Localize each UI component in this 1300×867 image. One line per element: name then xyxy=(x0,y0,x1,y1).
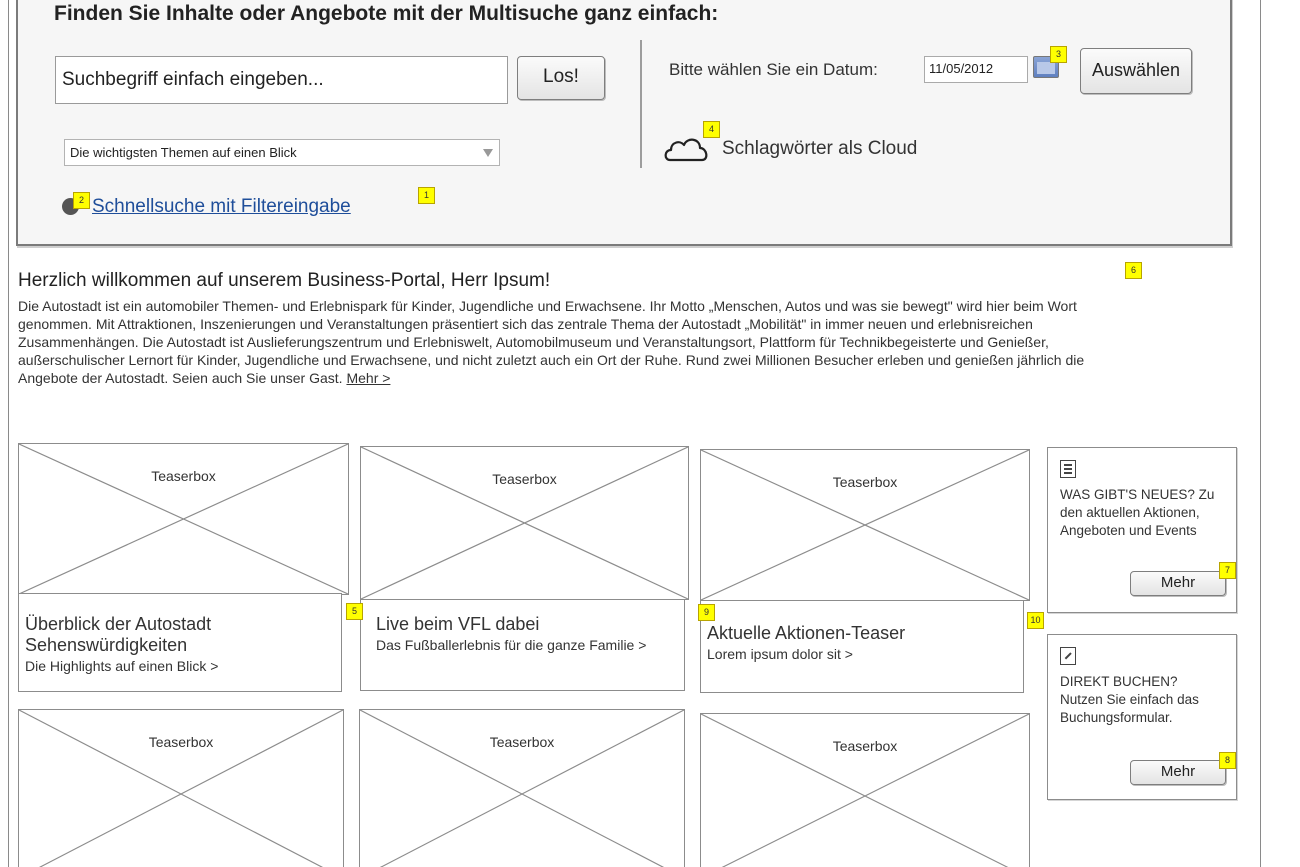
annotation-note: 10 xyxy=(1027,612,1044,629)
annotation-note: 5 xyxy=(346,603,363,620)
teaser-box[interactable] xyxy=(360,446,689,600)
caption-subtitle[interactable]: Die Highlights auf einen Blick > xyxy=(25,658,219,674)
booking-text: DIREKT BUCHEN? Nutzen Sie einfach das Buchungsformular. xyxy=(1060,674,1199,725)
annotation-note: 2 xyxy=(73,192,90,209)
welcome-more-link[interactable]: Mehr > xyxy=(346,370,391,386)
caption-title: Überblick der Autostadt Sehenswürdigkeiten xyxy=(25,614,212,655)
placeholder-cross xyxy=(701,714,1029,867)
teaser-caption[interactable] xyxy=(360,599,685,691)
multisearch-title: Finden Sie Inhalte oder Angebote mit der Multisuche ganz einfach: xyxy=(54,2,719,25)
welcome-title: Herzlich willkommen auf unserem Business-Portal, Herr Ipsum! xyxy=(18,270,551,291)
divider xyxy=(640,40,642,168)
annotation-note: 8 xyxy=(1219,752,1236,769)
teaser-box[interactable] xyxy=(18,709,344,867)
teaser-box[interactable] xyxy=(18,443,349,595)
teaser-label: Teaserbox xyxy=(832,474,898,490)
annotation-note: 4 xyxy=(703,121,720,138)
caption-subtitle[interactable]: Das Fußballerlebnis für die ganze Familie > xyxy=(376,637,647,653)
placeholder-cross xyxy=(361,447,688,599)
caption-title: Live beim VFL dabei xyxy=(376,614,540,634)
teaser-label: Teaserbox xyxy=(148,734,214,750)
caption-title: Aktuelle Aktionen-Teaser xyxy=(707,623,906,643)
topics-select-value: Die wichtigsten Themen auf einen Blick xyxy=(70,145,297,160)
teaser-label: Teaserbox xyxy=(151,468,216,484)
topics-select[interactable] xyxy=(64,139,500,166)
teaser-box[interactable] xyxy=(359,709,685,867)
select-date-button[interactable]: Auswählen xyxy=(1080,48,1192,94)
news-more-button[interactable]: Mehr xyxy=(1130,571,1226,596)
date-input[interactable]: 11/05/2012 xyxy=(924,56,1028,83)
annotation-note: 9 xyxy=(698,604,715,621)
teaser-label: Teaserbox xyxy=(832,738,898,754)
annotation-note: 3 xyxy=(1050,46,1067,63)
annotation-note: 7 xyxy=(1219,562,1236,579)
tag-cloud-link[interactable]: Schlagwörter als Cloud xyxy=(722,138,918,159)
booking-box xyxy=(1047,634,1237,800)
teaser-caption[interactable] xyxy=(700,600,1024,693)
news-box xyxy=(1047,447,1237,613)
caption-subtitle[interactable]: Lorem ipsum dolor sit > xyxy=(707,646,853,662)
annotation-note: 6 xyxy=(1125,262,1142,279)
welcome-text xyxy=(18,297,1128,387)
date-label: Bitte wählen Sie ein Datum: xyxy=(669,60,878,79)
news-text: WAS GIBT'S NEUES? Zu den aktuellen Aktionen, Angeboten und Events xyxy=(1060,487,1215,538)
chevron-down-icon xyxy=(483,149,493,157)
search-input[interactable]: Suchbegriff einfach eingeben... xyxy=(55,56,508,104)
booking-more-button[interactable]: Mehr xyxy=(1130,760,1226,785)
placeholder-cross xyxy=(701,450,1029,600)
placeholder-cross xyxy=(19,444,348,594)
quick-search-link[interactable]: Schnellsuche mit Filtereingabe xyxy=(92,196,351,217)
edit-icon xyxy=(1060,647,1076,665)
search-go-button[interactable]: Los! xyxy=(517,56,605,100)
teaser-box[interactable] xyxy=(700,449,1030,601)
welcome-paragraph: Die Autostadt ist ein automobiler Themen- und Erlebnispark für Kinder, Jugendliche und Erwachsene. Ihr Motto „Menschen, Autos und was sie bewegt" wird hier beim Wort genommen. Mit Attraktionen, Inszenierungen und Veranstaltungen präsentiert sich das zentrale Thema der Autostadt „Mobilität" in immer neuen und erlebnisreichen Zusammenhängen. Die Autostadt ist Auslieferungszentrum und Erlebniswelt, Automobilmuseum und Veranstaltungsort, Plattform für Technikbegeisterte und Genießer, außerschulischer Lernort für Kinder, Jugendliche und Erwachsene, und nicht zuletzt auch ein Ort der Ruhe. Rund zwei Millionen Besucher erleben und genießen jährlich die Angebote der Autostadt. Seien auch Sie unser Gast. xyxy=(18,298,1085,386)
teaser-label: Teaserbox xyxy=(492,471,557,487)
teaser-caption[interactable] xyxy=(18,593,342,692)
news-icon xyxy=(1060,460,1076,478)
annotation-note: 1 xyxy=(418,187,435,204)
teaser-label: Teaserbox xyxy=(489,734,555,750)
teaser-box[interactable] xyxy=(700,713,1030,867)
